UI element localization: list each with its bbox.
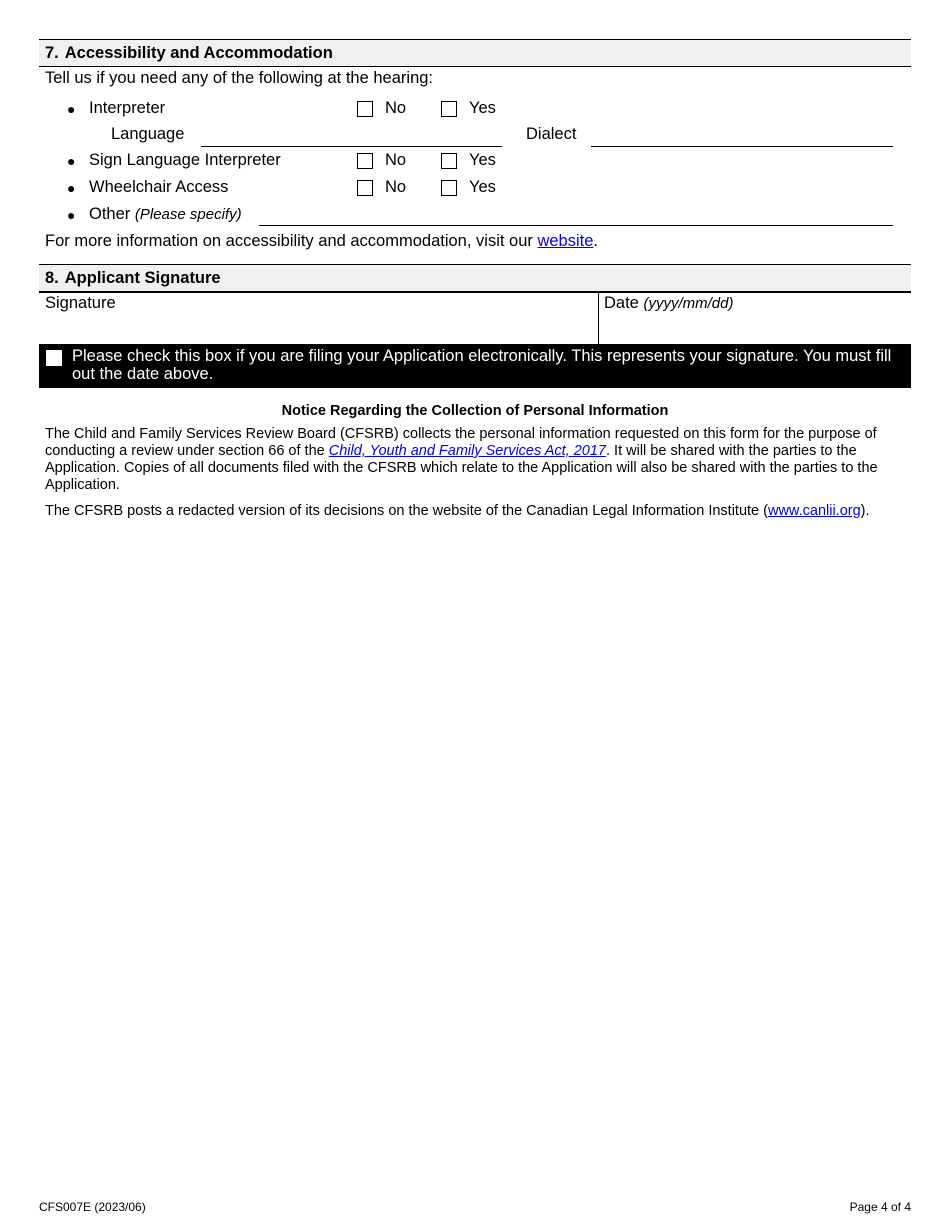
- bullet: ●: [67, 180, 76, 196]
- bullet: ●: [67, 207, 76, 223]
- form-id: CFS007E (2023/06): [39, 1200, 146, 1214]
- section-number: 7.: [45, 44, 59, 62]
- more-info-prefix: For more information on accessibility and accommodation, visit our: [45, 232, 538, 250]
- notice-paragraph-1: [45, 426, 907, 494]
- more-info-text: [45, 232, 598, 251]
- language-label: Language: [111, 125, 185, 143]
- section-7-header: [39, 39, 911, 67]
- wheelchair-yes-checkbox[interactable]: [441, 180, 457, 196]
- date-hint: (yyyy/mm/dd): [643, 295, 734, 312]
- notice-p2-after: ).: [860, 503, 870, 519]
- other-label-wrap: [89, 205, 242, 224]
- page-number: Page 4 of 4: [849, 1200, 911, 1214]
- no-label: No: [385, 99, 407, 117]
- electronic-filing-checkbox[interactable]: [46, 350, 62, 366]
- section-number: 8.: [45, 269, 59, 287]
- canlii-link[interactable]: www.canlii.org: [767, 503, 861, 519]
- bullet: ●: [67, 153, 76, 169]
- dialect-label: Dialect: [526, 125, 577, 143]
- no-label: No: [385, 178, 407, 196]
- electronic-filing-text: Please check this box if you are filing your Application electronically. This represents your signature. You must fill out the date above.: [72, 347, 892, 383]
- signature-divider: [598, 292, 599, 344]
- date-field[interactable]: [604, 314, 904, 342]
- wheelchair-label: Wheelchair Access: [89, 178, 229, 196]
- language-field[interactable]: [201, 146, 502, 147]
- yes-label: Yes: [469, 151, 496, 169]
- interpreter-yes-checkbox[interactable]: [441, 101, 457, 117]
- dialect-field[interactable]: [591, 146, 893, 147]
- sign-language-yes-checkbox[interactable]: [441, 153, 457, 169]
- intro-text: Tell us if you need any of the following at the hearing:: [45, 69, 433, 87]
- interpreter-label: Interpreter: [89, 99, 166, 117]
- signature-label: Signature: [45, 294, 116, 312]
- other-hint: (Please specify): [134, 206, 242, 223]
- bullet: ●: [67, 101, 76, 117]
- other-field[interactable]: [259, 225, 893, 226]
- sign-language-label: Sign Language Interpreter: [89, 151, 281, 169]
- notice-p2-before: The CFSRB posts a redacted version of its decisions on the website of the Canadian Legal Information Institute (: [45, 503, 768, 519]
- sign-language-no-checkbox[interactable]: [357, 153, 373, 169]
- other-label: Other: [89, 205, 131, 223]
- notice-p1-before: The Child and Family Services Review Board (CFSRB) collects the personal information requested on this form for the purpose of conducting a review under section 66 of the: [45, 426, 877, 459]
- section-8-header: [39, 264, 911, 292]
- act-link[interactable]: Child, Youth and Family Services Act, 2017: [328, 443, 606, 459]
- notice-paragraph-2: [45, 503, 907, 520]
- more-info-suffix: .: [593, 232, 599, 250]
- notice-p1-after: . It will be shared with the parties to the Application. Copies of all documents filed with the CFSRB which relate to the Application will also be shared with the parties to the Application.: [45, 443, 878, 493]
- section-title: Accessibility and Accommodation: [64, 44, 333, 62]
- signature-field[interactable]: [45, 314, 593, 342]
- section-title: Applicant Signature: [64, 269, 221, 287]
- wheelchair-no-checkbox[interactable]: [357, 180, 373, 196]
- notice-title: Notice Regarding the Collection of Personal Information: [281, 403, 669, 419]
- date-label-wrap: [604, 294, 733, 313]
- website-link[interactable]: website: [537, 232, 594, 250]
- interpreter-no-checkbox[interactable]: [357, 101, 373, 117]
- electronic-filing-bar: [39, 344, 911, 388]
- date-label: Date: [604, 294, 639, 312]
- no-label: No: [385, 151, 407, 169]
- yes-label: Yes: [469, 178, 496, 196]
- yes-label: Yes: [469, 99, 496, 117]
